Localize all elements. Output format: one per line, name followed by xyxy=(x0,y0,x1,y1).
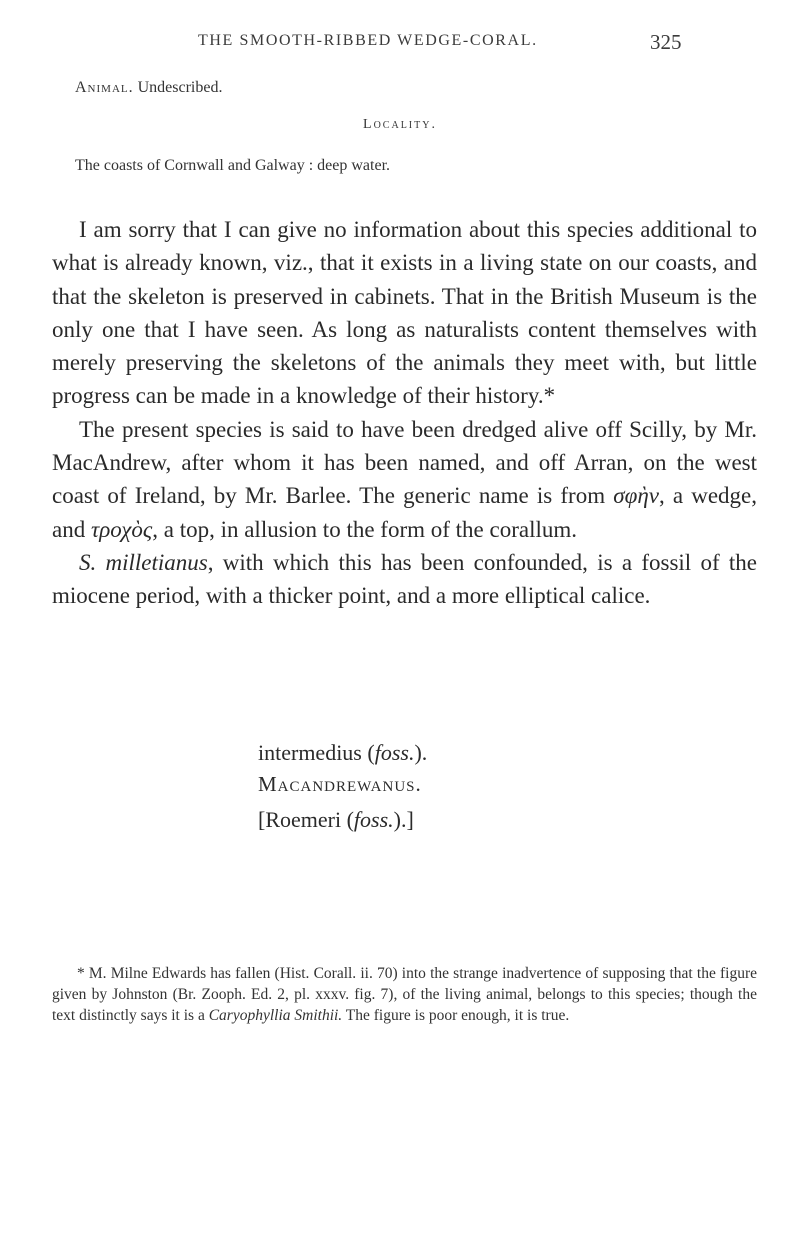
species-item-3-close: ).] xyxy=(393,807,414,832)
greek-word-wedge: σφὴν xyxy=(613,483,659,509)
species-name-italic: S. milletianus xyxy=(79,549,208,575)
species-item-macandrewanus: Macandrewanus. xyxy=(258,772,422,796)
paragraph-2-text-c: , a top, in allusion to the form of the corallum. xyxy=(152,516,578,542)
footnote xyxy=(52,963,757,1026)
animal-value: Undescribed. xyxy=(137,79,223,96)
species-item-3-foss: foss. xyxy=(353,807,394,832)
species-item-1-close: ). xyxy=(414,740,428,765)
locality-text: The coasts of Cornwall and Galway : deep water. xyxy=(75,157,391,174)
species-item-1-name: intermedius xyxy=(258,740,362,765)
paragraph-3 xyxy=(52,546,757,613)
animal-label: Animal. xyxy=(75,79,134,96)
running-head: THE SMOOTH-RIBBED WEDGE-CORAL. xyxy=(198,32,538,49)
paragraph-2 xyxy=(52,413,757,546)
species-item-roemeri xyxy=(258,807,414,833)
footnote-italic-species: Caryophyllia Smithii. xyxy=(208,1007,343,1024)
locality-heading: Locality. xyxy=(363,117,437,132)
animal-line xyxy=(75,79,222,97)
paragraph-3-text: , with which this has been confounded, is a fossil of the miocene period, with a thicker point, and a more elliptical calice. xyxy=(52,549,757,609)
page-number: 325 xyxy=(650,30,682,54)
paragraph-2-text-b: , a wedge, and xyxy=(52,483,757,542)
body-text xyxy=(52,213,757,613)
footnote-text xyxy=(52,963,757,1026)
species-item-3-open: [Roemeri ( xyxy=(258,807,354,832)
greek-word-top: τροχὸς xyxy=(90,516,153,542)
footnote-text-b: The figure is poor enough, it is true. xyxy=(342,1007,570,1024)
paragraph-2-text-a: The present species is said to have been dredged alive off Scilly, by Mr. MacAndrew, after whom it has been named, and off Arran, on the west coast of Ireland, by Mr. Barlee. The generic name is from xyxy=(52,416,757,509)
species-item-1-open: ( xyxy=(361,740,375,765)
paragraph-1: I am sorry that I can give no information about this species additional to what is already known, viz., that it exists in a living state on our coasts, and that the skeleton is preserved in cabinets. That in the British Museum is the only one that I have seen. As long as naturalists content themselves with merely preserving the skeletons of the animals they meet with, but little progress can be made in a knowledge of their history.* xyxy=(52,217,757,409)
species-item-1-foss: foss. xyxy=(374,740,415,765)
species-item-intermedius xyxy=(258,740,427,766)
footnote-text-a: * M. Milne Edwards has fallen (Hist. Corall. ii. 70) into the strange inadvertence of supposing that the figure given by Johnston (Br. Zooph. Ed. 2, pl. xxxv. fig. 7), of the living animal, belongs to this species; though the text distinctly says it is a xyxy=(52,965,757,1024)
